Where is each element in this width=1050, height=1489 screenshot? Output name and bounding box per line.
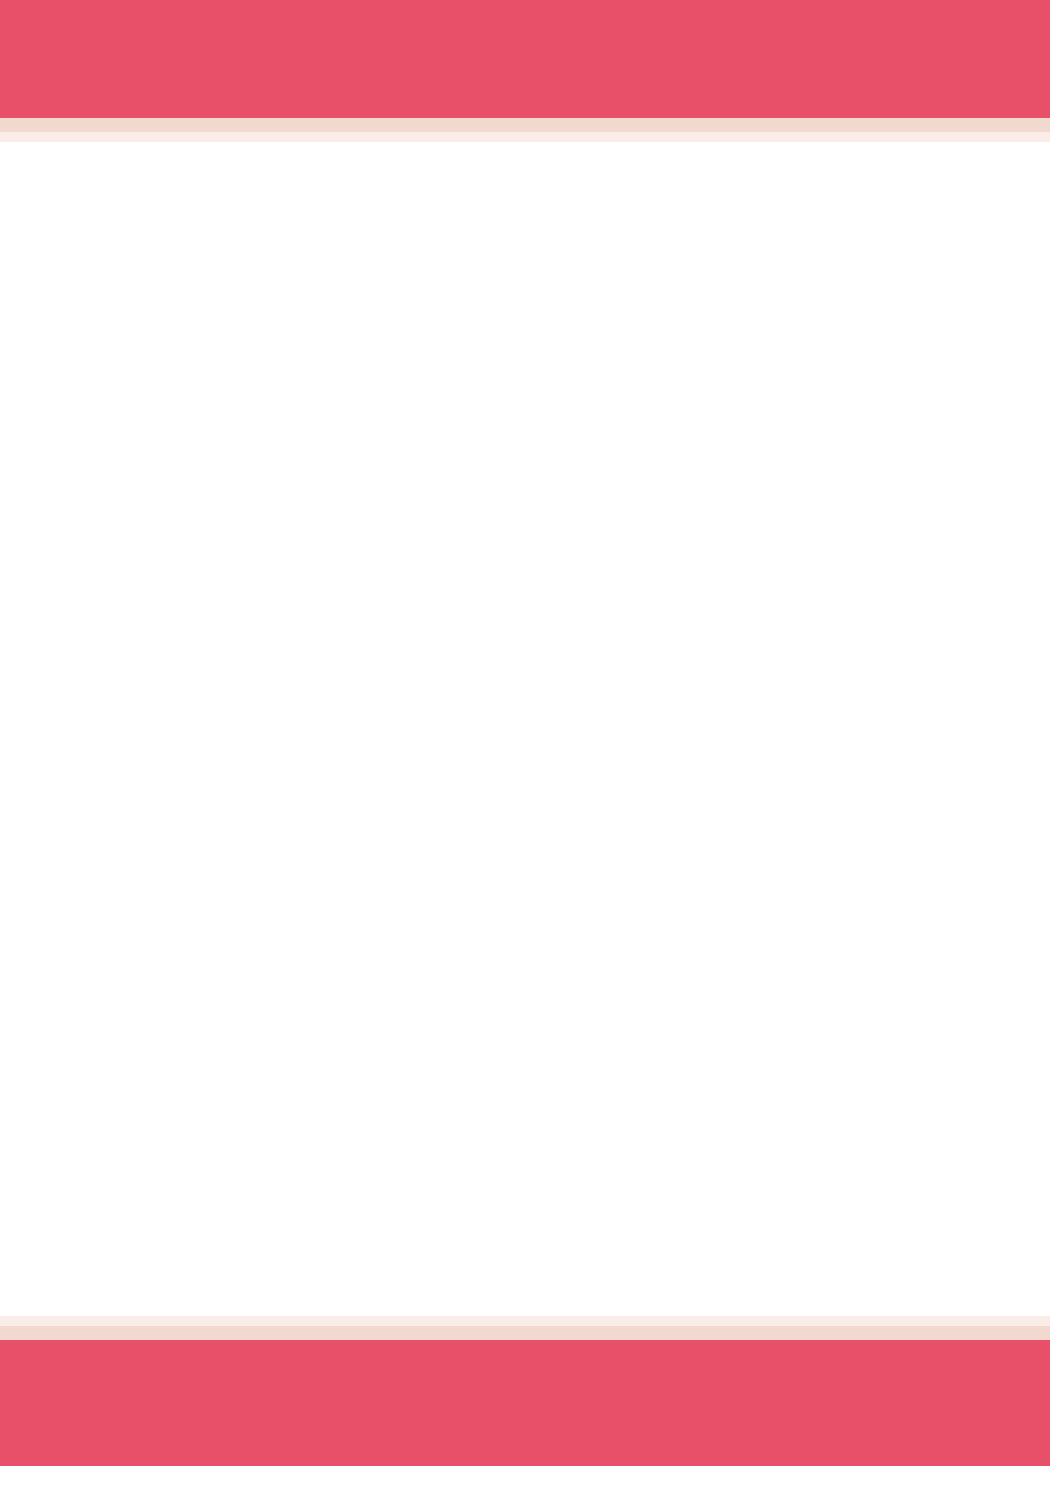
top-bird-row [0, 0, 1050, 118]
top-pattern-band [0, 0, 1050, 118]
top-stripe-light [0, 132, 1050, 142]
bottom-pattern-band [0, 1340, 1050, 1466]
top-stripe [0, 118, 1050, 132]
afterword-content [0, 150, 1050, 340]
bottom-stripe [0, 1326, 1050, 1340]
bottom-stripe-light [0, 1316, 1050, 1326]
bottom-bird-row [0, 1340, 1050, 1466]
